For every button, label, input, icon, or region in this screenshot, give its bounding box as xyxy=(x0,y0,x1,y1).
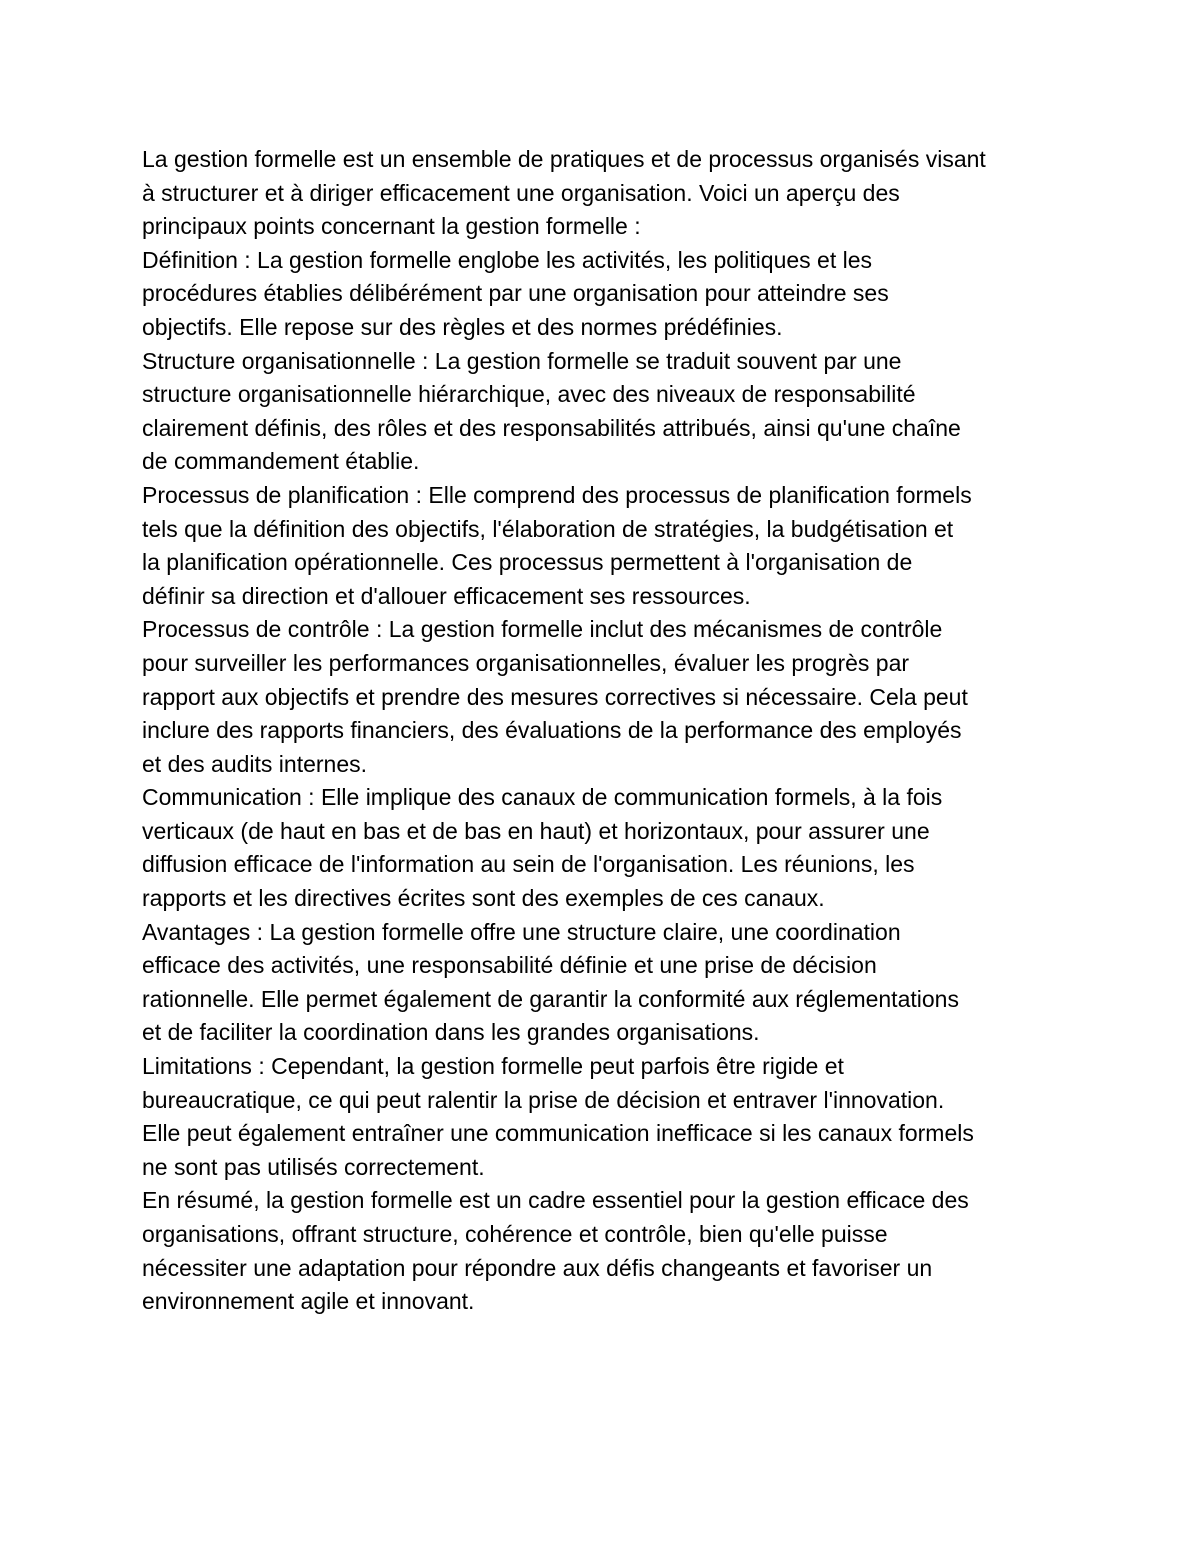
text-line: de commandement établie. xyxy=(142,448,420,475)
text-line: organisations, offrant structure, cohérence et contrôle, bien qu'elle puisse xyxy=(142,1221,888,1247)
text-line: tels que la définition des objectifs, l'élaboration de stratégies, la budgétisation et xyxy=(142,515,954,542)
text-line: Elle peut également entraîner une communication inefficace si les canaux formels xyxy=(142,1120,974,1147)
text-line: Processus de planification : Elle comprend des processus de planification formels xyxy=(142,481,972,508)
text-line: principaux points concernant la gestion formelle : xyxy=(142,213,641,240)
text-line: En résumé, la gestion formelle est un cadre essentiel pour la gestion efficace des xyxy=(142,1187,969,1214)
text-line: inclure des rapports financiers, des évaluations de la performance des employés xyxy=(142,717,962,744)
text-line: Définition : La gestion formelle englobe les activités, les politiques et les xyxy=(142,246,873,273)
text-line: Structure organisationnelle : La gestion formelle se traduit souvent par une xyxy=(142,347,902,374)
text-line: bureaucratique, ce qui peut ralentir la prise de décision et entraver l'innovation. xyxy=(142,1086,945,1113)
text-line: pour surveiller les performances organisationnelles, évaluer les progrès par xyxy=(142,649,910,676)
text-line: rationnelle. Elle permet également de garantir la conformité aux réglementations xyxy=(142,985,959,1012)
text-line: structure organisationnelle hiérarchique, avec des niveaux de responsabilité xyxy=(142,381,916,408)
text-line: procédures établies délibérément par une organisation pour atteindre ses xyxy=(142,280,889,307)
text-line: et des audits internes. xyxy=(142,750,368,777)
text-line: et de faciliter la coordination dans les grandes organisations. xyxy=(142,1019,760,1046)
text-line: clairement définis, des rôles et des responsabilités attribués, ainsi qu'une chaîne xyxy=(142,414,961,441)
text-line: objectifs. Elle repose sur des règles et des normes prédéfinies. xyxy=(142,313,783,340)
text-line: efficace des activités, une responsabilité définie et une prise de décision xyxy=(142,952,877,979)
text-line: à structurer et à diriger efficacement une organisation. Voici un aperçu des xyxy=(142,179,900,206)
text-line: verticaux (de haut en bas et de bas en haut) et horizontaux, pour assurer une xyxy=(142,817,930,844)
text-line: La gestion formelle est un ensemble de pratiques et de processus organisés visant xyxy=(142,146,986,172)
document-body-text xyxy=(142,143,1072,1319)
text-line: rapport aux objectifs et prendre des mesures correctives si nécessaire. Cela peut xyxy=(142,683,968,710)
text-line: environnement agile et innovant. xyxy=(142,1288,475,1315)
text-line: nécessiter une adaptation pour répondre aux défis changeants et favoriser un xyxy=(142,1254,933,1281)
text-line: Avantages : La gestion formelle offre une structure claire, une coordination xyxy=(142,918,901,945)
text-line: Limitations : Cependant, la gestion formelle peut parfois être rigide et xyxy=(142,1053,844,1080)
text-line: définir sa direction et d'allouer efficacement ses ressources. xyxy=(142,582,751,609)
text-line: diffusion efficace de l'information au sein de l'organisation. Les réunions, les xyxy=(142,851,915,878)
text-line: la planification opérationnelle. Ces processus permettent à l'organisation de xyxy=(142,549,913,576)
text-line: Communication : Elle implique des canaux de communication formels, à la fois xyxy=(142,784,943,811)
text-line: Processus de contrôle : La gestion formelle inclut des mécanismes de contrôle xyxy=(142,616,943,643)
text-line: ne sont pas utilisés correctement. xyxy=(142,1153,485,1180)
text-line: rapports et les directives écrites sont des exemples de ces canaux. xyxy=(142,885,825,912)
